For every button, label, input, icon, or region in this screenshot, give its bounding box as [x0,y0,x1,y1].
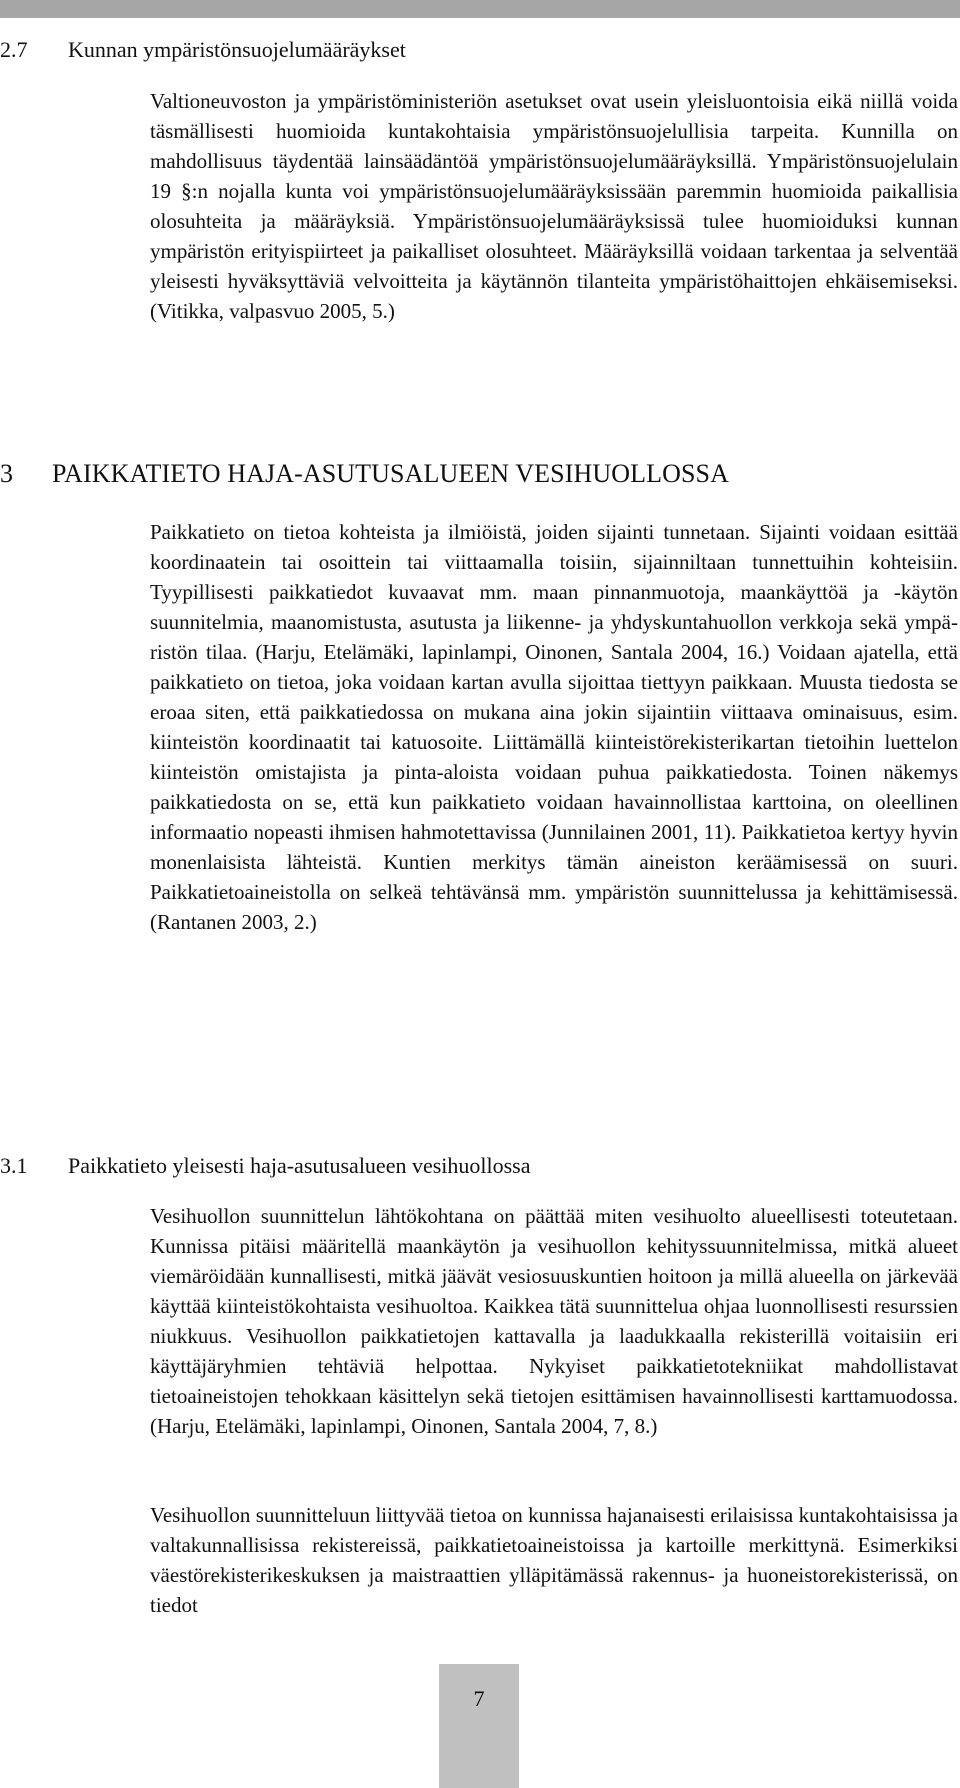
chapter-title: PAIKKATIETO HAJA-ASUTUSALUEEN VESIHUOLLOSSA [52,459,729,488]
paragraph-ymparistonsuojelumaaraykset: Valtioneuvoston ja ympäristöministeriön asetukset ovat usein yleisluontoisia eikä niillä voida täsmällisesti huomioida kuntakohtaisia ympäristönsuojelullisia tarpeita. Kunnilla on mahdollisuus täydentää lainsäädäntöä ympäristönsuojelumääräyksillä. Ympäristönsuojelulain 19 §:n nojalla kunta voi ympäristönsuojelumääräyksissään paremmin huomioida paikallisia olosuhteita ja määräyksiä. Ympäristönsuojelumääräyksissä tulee huomioiduksi kunnan ympäristön erityispiirteet ja paikalliset olosuhteet. Määräyksillä voidaan tarkentaa ja selventää yleisesti hyväksyttäviä velvoitteita ja käytännön tilanteita ympäristöhaittojen ehkäisemiseksi. (Vitikka, valpasvuo 2005, 5.) [150,89,958,323]
section-number: 3.1 [0,1153,28,1178]
section-heading-3-1 [0,1152,531,1180]
chapter-heading-3 [0,458,729,490]
paragraph-vesihuollon-tieto: Vesihuollon suunnitteluun liittyvää tietoa on kunnissa hajanaisesti erilaisissa kuntakohtaisissa ja valtakunnallisissa rekistereissä, paikkatietoaineistoissa ja kartoille merkittynä. Esimerkiksi väestörekisterikeskuksen ja maistraattien ylläpitämässä rakennus- ja huoneistorekisterissä, on tiedot [150,1503,958,1617]
page-number-box [439,1664,519,1788]
paragraph-vesihuollon-suunnittelu: Vesihuollon suunnittelun lähtökohtana on päättää miten vesihuolto alueellisesti toteutetaan. Kunnissa pitäisi määritellä maankäytön ja vesihuollon kehityssuunnitelmissa, mitkä alueet viemäröidään kunnallisesti, mitkä jäävät vesiosuuskuntien hoitoon ja millä alueella on järkevää käyttää kiinteistökohtaista vesihuoltoa. Kaikkea tätä suunnittelua ohjaa luonnollisesti resurssien niukkuus. Vesihuollon paikkatietojen kattavalla ja laadukkaalla rekisterillä voitaisiin eri käyttäjäryhmien tehtäviä helpottaa. Nykyiset paikkatietotekniikat mahdollistavat tietoaineistojen tehokkaan käsittelyn sekä tietojen esittämisen havainnollisesti karttamuodossa. (Harju, Etelämäki, lapinlampi, Oinonen, Santala 2004, 7, 8.) [150,1204,958,1438]
paragraph-paikkatieto: Paikkatieto on tietoa kohteista ja ilmiöistä, joiden sijainti tunnetaan. Sijainti voidaan esittää koordinaatein tai osoittein tai viittaamalla toisiin, sijainniltaan tunnettuihin kohteisiin. Tyypillisesti paikkatiedot kuvaavat mm. maan pinnanmuotoja, maankäyttöä ja -käytön suunnitelmia, maanomistusta, asutusta ja liikenne- ja yhdyskuntahuollon verkkoja sekä ympäristön tilaa. (Harju, Etelämäki, lapinlampi, Oinonen, Santala 2004, 16.) Voidaan ajatella, että paikkatieto on tietoa, joka voidaan kartan avulla sijoittaa tiettyyn paikkaan. Muusta tiedosta se eroaa siten, että paikkatiedossa on mukana aina jokin sijaintiin viittaava ominaisuus, esim. kiinteistön koordinaatit tai katuosoite. Liittämällä kiinteistörekisterikartan tietoihin luettelon kiinteistön omistajista ja pinta-aloista voidaan puhua paikkatiedosta. Toinen näkemys paikkatiedosta on se, että kun paikkatieto voidaan havainnollistaa karttoina, on oleellinen informaatio nopeasti ihmisen hahmotettavissa (Junnilainen 2001, 11). Paikkatietoa kertyy hyvin monenlaisista lähteistä. Kuntien merkitys tämän aineiston keräämisessä on suuri. Paikkatietoaineistolla on selkeä tehtävänsä mm. ympäristön suunnittelussa ja kehittämisessä. (Rantanen 2003, 2.) [150,520,958,934]
section-number: 2.7 [0,37,28,62]
page-header-bar [0,0,960,18]
section-title: Kunnan ympäristönsuojelumääräykset [68,37,406,62]
page-number: 7 [473,1686,485,1711]
chapter-number: 3 [0,459,14,488]
section-title: Paikkatieto yleisesti haja-asutusalueen vesihuollossa [68,1153,531,1178]
section-heading-2-7 [0,36,406,64]
